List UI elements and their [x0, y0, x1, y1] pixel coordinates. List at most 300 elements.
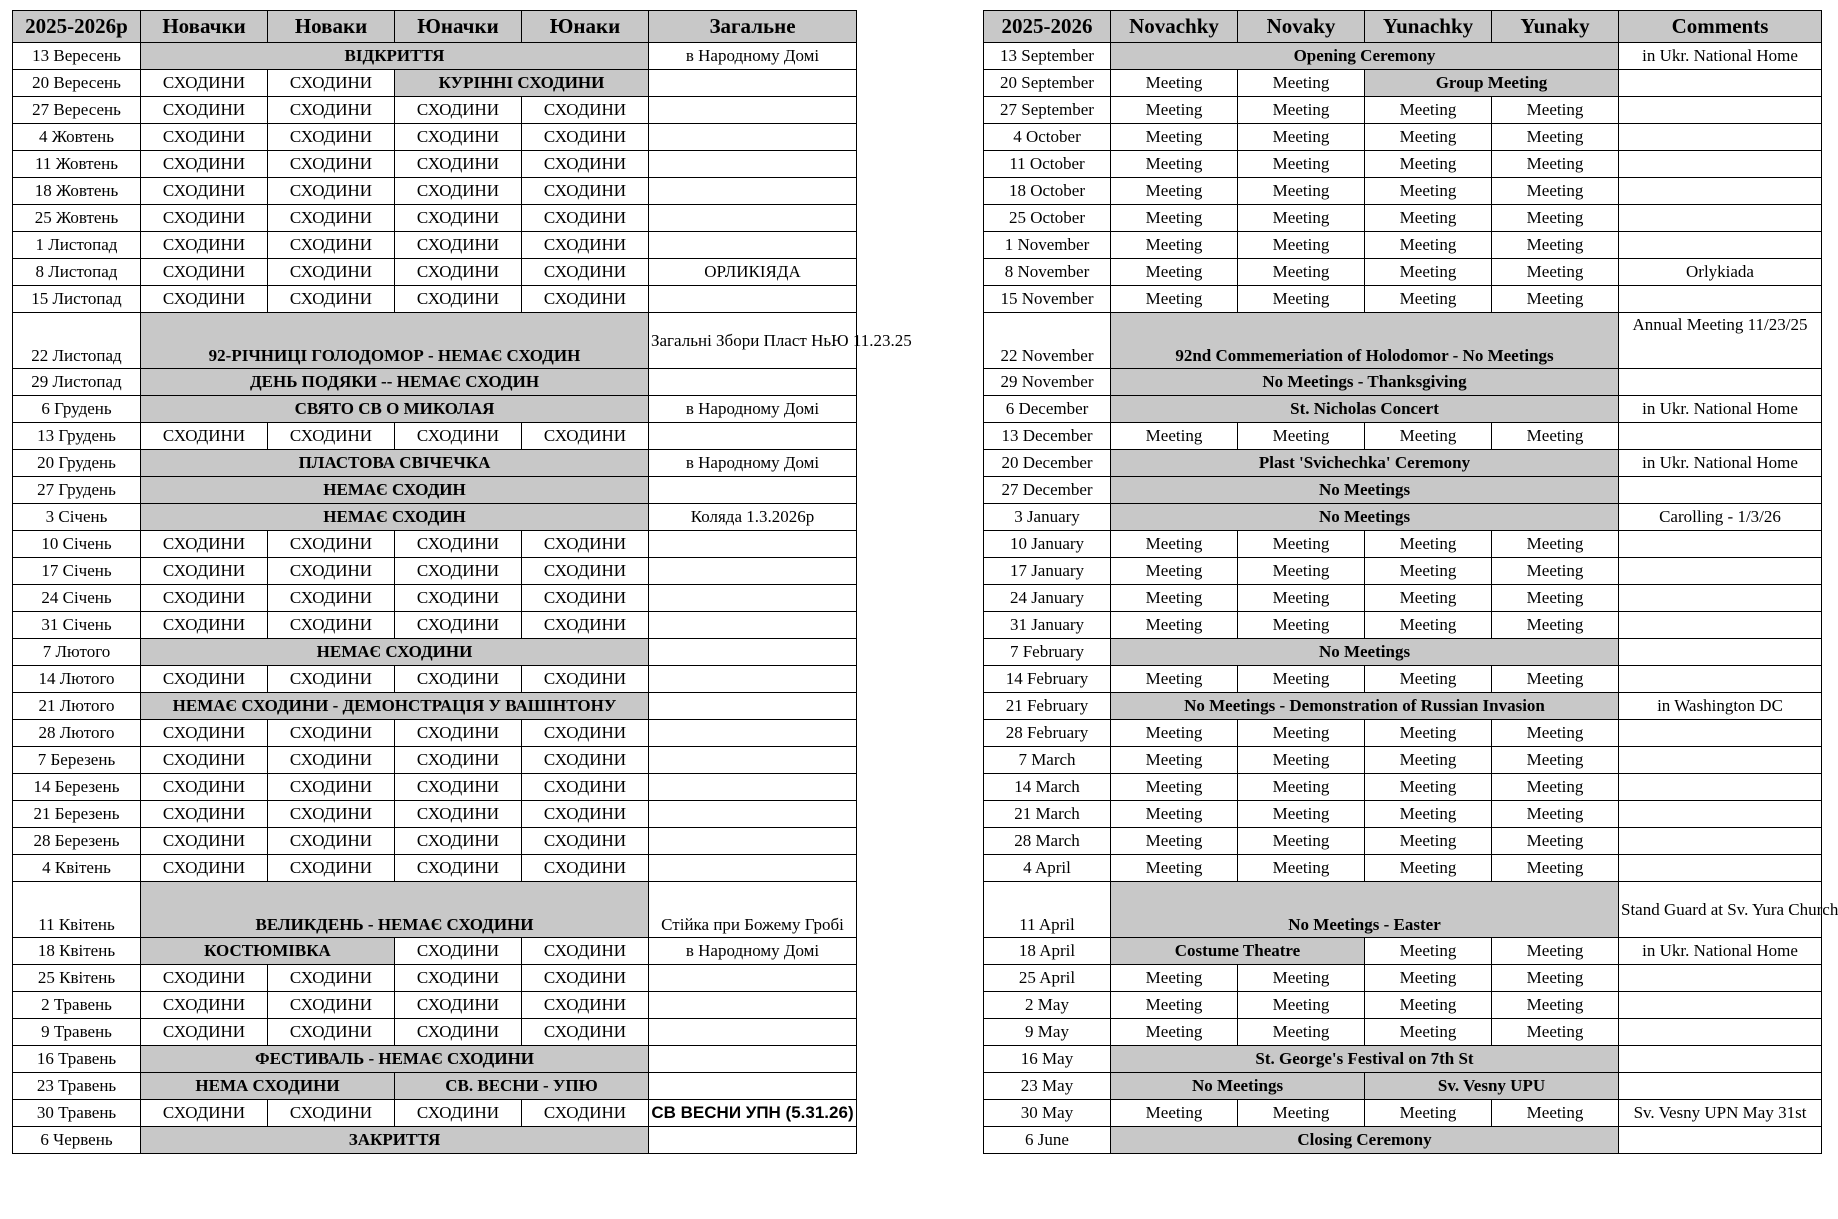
meeting-cell: СХОДИНИ — [522, 423, 649, 450]
meeting-cell: Meeting — [1492, 232, 1619, 259]
meeting-cell: Meeting — [1111, 666, 1238, 693]
meeting-cell: Meeting — [1492, 124, 1619, 151]
note-cell — [649, 801, 857, 828]
date-cell: 28 Березень — [13, 828, 141, 855]
ukrainian-schedule-table — [12, 10, 912, 1154]
meeting-cell: Meeting — [1238, 828, 1365, 855]
meeting-cell: Meeting — [1365, 666, 1492, 693]
meeting-cell: Meeting — [1365, 612, 1492, 639]
meeting-cell: СХОДИНИ — [395, 151, 522, 178]
note-cell — [1619, 151, 1822, 178]
meeting-cell: СХОДИНИ — [141, 286, 268, 313]
note-cell: in Ukr. National Home — [1619, 938, 1822, 965]
meeting-cell: СХОДИНИ — [395, 423, 522, 450]
date-cell: 8 November — [984, 259, 1111, 286]
schedule-row — [984, 558, 1822, 585]
date-cell: 9 May — [984, 1019, 1111, 1046]
meeting-cell: Meeting — [1238, 423, 1365, 450]
meeting-cell: СХОДИНИ — [395, 1100, 522, 1127]
meeting-cell: Meeting — [1365, 774, 1492, 801]
meeting-cell: СХОДИНИ — [522, 747, 649, 774]
meeting-cell: СХОДИНИ — [522, 612, 649, 639]
schedule-row — [13, 313, 857, 369]
schedule-row — [13, 639, 857, 666]
note-cell — [649, 612, 857, 639]
schedule-row — [984, 232, 1822, 259]
note-cell — [1619, 720, 1822, 747]
meeting-cell: СХОДИНИ — [268, 151, 395, 178]
header-date: 2025-2026р — [13, 11, 141, 43]
meeting-cell: Meeting — [1492, 558, 1619, 585]
meeting-cell: СХОДИНИ — [395, 97, 522, 124]
date-cell: 27 December — [984, 477, 1111, 504]
meeting-cell: Meeting — [1365, 801, 1492, 828]
note-cell — [1619, 558, 1822, 585]
note-cell — [649, 423, 857, 450]
meeting-cell: Meeting — [1492, 151, 1619, 178]
schedule-row — [984, 612, 1822, 639]
date-cell: 6 Червень — [13, 1127, 141, 1154]
meeting-cell: Meeting — [1492, 259, 1619, 286]
schedule-row — [13, 558, 857, 585]
meeting-cell: Meeting — [1492, 178, 1619, 205]
schedule-row — [13, 855, 857, 882]
schedule-row — [984, 286, 1822, 313]
meeting-cell: СХОДИНИ — [522, 828, 649, 855]
event-cell: НЕМАЄ СХОДИН — [141, 477, 649, 504]
schedule-row — [984, 396, 1822, 423]
meeting-cell: Meeting — [1111, 232, 1238, 259]
header-novaky: Novaky — [1238, 11, 1365, 43]
meeting-cell: СХОДИНИ — [395, 828, 522, 855]
meeting-cell: Meeting — [1492, 1100, 1619, 1127]
schedule-row — [984, 639, 1822, 666]
meeting-cell: Meeting — [1238, 531, 1365, 558]
meeting-cell: Meeting — [1492, 720, 1619, 747]
meeting-cell: Meeting — [1238, 259, 1365, 286]
schedule-row — [984, 151, 1822, 178]
meeting-cell: СХОДИНИ — [141, 965, 268, 992]
meeting-cell: Meeting — [1365, 423, 1492, 450]
date-cell: 4 Квітень — [13, 855, 141, 882]
note-cell — [649, 965, 857, 992]
english-schedule-table — [983, 10, 1838, 1154]
meeting-cell: СХОДИНИ — [268, 965, 395, 992]
note-cell — [649, 693, 857, 720]
note-cell — [1619, 1127, 1822, 1154]
meeting-cell: Meeting — [1365, 585, 1492, 612]
meeting-cell: Meeting — [1492, 585, 1619, 612]
date-cell: 17 January — [984, 558, 1111, 585]
meeting-cell: Meeting — [1238, 992, 1365, 1019]
date-cell: 16 May — [984, 1046, 1111, 1073]
meeting-cell: Meeting — [1492, 97, 1619, 124]
meeting-cell: Meeting — [1492, 666, 1619, 693]
meeting-cell: СХОДИНИ — [395, 558, 522, 585]
meeting-cell: Meeting — [1238, 178, 1365, 205]
note-cell — [649, 558, 857, 585]
note-cell — [649, 286, 857, 313]
meeting-cell: Meeting — [1111, 965, 1238, 992]
schedule-row — [984, 1073, 1822, 1100]
note-cell: Orlykiada — [1619, 259, 1822, 286]
meeting-cell: СХОДИНИ — [395, 720, 522, 747]
event-cell: Plast 'Svichechka' Ceremony — [1111, 450, 1619, 477]
note-cell — [649, 124, 857, 151]
schedule-row — [984, 1046, 1822, 1073]
meeting-cell: Meeting — [1492, 531, 1619, 558]
meeting-cell: СХОДИНИ — [268, 1100, 395, 1127]
note-cell — [1619, 286, 1822, 313]
meeting-cell: СХОДИНИ — [395, 1019, 522, 1046]
date-cell: 6 June — [984, 1127, 1111, 1154]
note-cell — [1619, 801, 1822, 828]
meeting-cell: СХОДИНИ — [522, 774, 649, 801]
date-cell: 29 November — [984, 369, 1111, 396]
meeting-cell: Meeting — [1111, 1019, 1238, 1046]
event-cell: НЕМА СХОДИНИ — [141, 1073, 395, 1100]
meeting-cell: Meeting — [1492, 286, 1619, 313]
meeting-cell: Meeting — [1492, 828, 1619, 855]
meeting-cell: Meeting — [1238, 286, 1365, 313]
meeting-cell: Meeting — [1111, 124, 1238, 151]
meeting-cell: СХОДИНИ — [522, 1019, 649, 1046]
schedule-row — [13, 666, 857, 693]
event-cell: ПЛАСТОВА СВІЧЕЧКА — [141, 450, 649, 477]
note-cell — [1619, 70, 1822, 97]
note-cell — [1619, 369, 1822, 396]
meeting-cell: Meeting — [1492, 801, 1619, 828]
schedule-row — [984, 531, 1822, 558]
note-cell — [1619, 423, 1822, 450]
date-cell: 13 September — [984, 43, 1111, 70]
meeting-cell: Meeting — [1365, 232, 1492, 259]
date-cell: 10 January — [984, 531, 1111, 558]
meeting-cell: Meeting — [1365, 992, 1492, 1019]
meeting-cell: СХОДИНИ — [141, 1100, 268, 1127]
note-cell — [1619, 747, 1822, 774]
meeting-cell: Meeting — [1111, 286, 1238, 313]
meeting-cell: СХОДИНИ — [268, 992, 395, 1019]
note-cell — [1619, 855, 1822, 882]
date-cell: 27 Грудень — [13, 477, 141, 504]
meeting-cell: СХОДИНИ — [268, 423, 395, 450]
schedule-row — [13, 1019, 857, 1046]
meeting-cell: СХОДИНИ — [268, 855, 395, 882]
date-cell: 3 January — [984, 504, 1111, 531]
meeting-cell: СХОДИНИ — [268, 747, 395, 774]
event-cell: КУРІННІ СХОДИНИ — [395, 70, 649, 97]
meeting-cell: СХОДИНИ — [141, 558, 268, 585]
schedule-row — [984, 965, 1822, 992]
schedule-row — [13, 423, 857, 450]
meeting-cell: СХОДИНИ — [522, 232, 649, 259]
schedule-row — [13, 693, 857, 720]
date-cell: 7 March — [984, 747, 1111, 774]
meeting-cell: Meeting — [1238, 585, 1365, 612]
schedule-row — [13, 369, 857, 396]
date-cell: 6 Грудень — [13, 396, 141, 423]
date-cell: 27 Вересень — [13, 97, 141, 124]
meeting-cell: СХОДИНИ — [395, 286, 522, 313]
meeting-cell: СХОДИНИ — [395, 774, 522, 801]
meeting-cell: СХОДИНИ — [395, 747, 522, 774]
event-cell: Group Meeting — [1365, 70, 1619, 97]
date-cell: 28 March — [984, 828, 1111, 855]
schedule-row — [13, 828, 857, 855]
date-cell: 29 Листопад — [13, 369, 141, 396]
schedule-row — [984, 504, 1822, 531]
note-cell — [649, 1019, 857, 1046]
event-cell: ФЕСТИВАЛЬ - НЕМАЄ СХОДИНИ — [141, 1046, 649, 1073]
meeting-cell: Meeting — [1365, 1100, 1492, 1127]
note-cell — [649, 232, 857, 259]
schedule-row — [13, 1073, 857, 1100]
note-cell — [1619, 1046, 1822, 1073]
meeting-cell: Meeting — [1365, 259, 1492, 286]
schedule-row — [984, 43, 1822, 70]
meeting-cell: Meeting — [1238, 612, 1365, 639]
meeting-cell: Meeting — [1492, 774, 1619, 801]
meeting-cell: Meeting — [1492, 612, 1619, 639]
note-cell: Загальні Збори Пласт НьЮ 11.23.25 — [649, 313, 857, 369]
event-cell: 92nd Commemeriation of Holodomor - No Meetings — [1111, 313, 1619, 369]
meeting-cell: Meeting — [1492, 423, 1619, 450]
header-comments: Comments — [1619, 11, 1822, 43]
date-cell: 15 November — [984, 286, 1111, 313]
note-cell — [1619, 178, 1822, 205]
note-cell: в Народному Домі — [649, 450, 857, 477]
note-cell — [649, 178, 857, 205]
date-cell: 20 Грудень — [13, 450, 141, 477]
event-cell: ВЕЛИКДЕНЬ - НЕМАЄ СХОДИНИ — [141, 882, 649, 938]
meeting-cell: СХОДИНИ — [268, 97, 395, 124]
schedule-row — [984, 992, 1822, 1019]
date-cell: 25 Квітень — [13, 965, 141, 992]
schedule-row — [984, 882, 1822, 938]
schedule-row — [13, 801, 857, 828]
event-cell: ДЕНЬ ПОДЯКИ -- НЕМАЄ СХОДИН — [141, 369, 649, 396]
meeting-cell: СХОДИНИ — [141, 70, 268, 97]
note-cell: Стійка при Божему Гробі — [649, 882, 857, 938]
meeting-cell: СХОДИНИ — [522, 585, 649, 612]
note-cell — [649, 720, 857, 747]
note-cell — [649, 369, 857, 396]
schedule-row — [984, 666, 1822, 693]
meeting-cell: Meeting — [1365, 965, 1492, 992]
meeting-cell: СХОДИНИ — [395, 666, 522, 693]
meeting-cell: СХОДИНИ — [395, 585, 522, 612]
note-cell — [649, 828, 857, 855]
meeting-cell: Meeting — [1111, 178, 1238, 205]
note-cell: in Ukr. National Home — [1619, 450, 1822, 477]
schedule-row — [13, 396, 857, 423]
meeting-cell: СХОДИНИ — [268, 720, 395, 747]
meeting-cell: СХОДИНИ — [141, 97, 268, 124]
meeting-cell: СХОДИНИ — [268, 70, 395, 97]
schedule-row — [13, 992, 857, 1019]
schedule-row — [984, 70, 1822, 97]
meeting-cell: СХОДИНИ — [268, 612, 395, 639]
meeting-cell: СХОДИНИ — [141, 612, 268, 639]
schedule-row — [13, 531, 857, 558]
meeting-cell: Meeting — [1365, 97, 1492, 124]
meeting-cell: Meeting — [1365, 828, 1492, 855]
note-cell — [649, 1073, 857, 1100]
date-cell: 24 Січень — [13, 585, 141, 612]
meeting-cell: Meeting — [1238, 205, 1365, 232]
meeting-cell: Meeting — [1238, 1100, 1365, 1127]
meeting-cell: СХОДИНИ — [522, 855, 649, 882]
schedule-row — [13, 178, 857, 205]
meeting-cell: Meeting — [1492, 938, 1619, 965]
event-cell: НЕМАЄ СХОДИНИ - ДЕМОНСТРАЦІЯ У ВАШІНТОНУ — [141, 693, 649, 720]
event-cell: Sv. Vesny UPU — [1365, 1073, 1619, 1100]
note-cell — [1619, 992, 1822, 1019]
note-cell: in Washington DC — [1619, 693, 1822, 720]
event-cell: СВЯТО СВ О МИКОЛАЯ — [141, 396, 649, 423]
meeting-cell: Meeting — [1365, 938, 1492, 965]
meeting-cell: Meeting — [1238, 124, 1365, 151]
event-cell: Opening Ceremony — [1111, 43, 1619, 70]
schedule-row — [984, 178, 1822, 205]
meeting-cell: Meeting — [1111, 97, 1238, 124]
header-date: 2025-2026 — [984, 11, 1111, 43]
header-yunachky: Юначки — [395, 11, 522, 43]
meeting-cell: Meeting — [1111, 531, 1238, 558]
date-cell: 14 Лютого — [13, 666, 141, 693]
note-cell — [1619, 477, 1822, 504]
meeting-cell: СХОДИНИ — [522, 259, 649, 286]
note-cell — [649, 151, 857, 178]
note-cell: в Народному Домі — [649, 43, 857, 70]
date-cell: 21 Березень — [13, 801, 141, 828]
meeting-cell: СХОДИНИ — [522, 965, 649, 992]
meeting-cell: Meeting — [1365, 151, 1492, 178]
header-novachky: Novachky — [1111, 11, 1238, 43]
meeting-cell: Meeting — [1238, 97, 1365, 124]
header-row — [984, 11, 1822, 43]
meeting-cell: СХОДИНИ — [268, 178, 395, 205]
date-cell: 11 October — [984, 151, 1111, 178]
date-cell: 1 November — [984, 232, 1111, 259]
meeting-cell: СХОДИНИ — [141, 747, 268, 774]
meeting-cell: Meeting — [1111, 747, 1238, 774]
meeting-cell: Meeting — [1492, 855, 1619, 882]
date-cell: 11 Жовтень — [13, 151, 141, 178]
meeting-cell: СХОДИНИ — [268, 801, 395, 828]
meeting-cell: СХОДИНИ — [522, 558, 649, 585]
note-cell: в Народному Домі — [649, 938, 857, 965]
header-row — [13, 11, 857, 43]
header-yunaky: Yunaky — [1492, 11, 1619, 43]
note-cell — [649, 205, 857, 232]
date-cell: 10 Січень — [13, 531, 141, 558]
meeting-cell: Meeting — [1238, 558, 1365, 585]
meeting-cell: СХОДИНИ — [395, 855, 522, 882]
meeting-cell: СХОДИНИ — [141, 585, 268, 612]
meeting-cell: СХОДИНИ — [522, 97, 649, 124]
meeting-cell: Meeting — [1365, 124, 1492, 151]
date-cell: 25 Жовтень — [13, 205, 141, 232]
date-cell: 18 April — [984, 938, 1111, 965]
meeting-cell: Meeting — [1365, 855, 1492, 882]
date-cell: 20 September — [984, 70, 1111, 97]
meeting-cell: СХОДИНИ — [268, 259, 395, 286]
meeting-cell: СХОДИНИ — [141, 205, 268, 232]
event-cell: No Meetings - Easter — [1111, 882, 1619, 938]
meeting-cell: Meeting — [1492, 747, 1619, 774]
schedule-row — [984, 205, 1822, 232]
meeting-cell: Meeting — [1365, 286, 1492, 313]
schedule-row — [13, 232, 857, 259]
date-cell: 7 Лютого — [13, 639, 141, 666]
meeting-cell: СХОДИНИ — [268, 531, 395, 558]
meeting-cell: Meeting — [1111, 585, 1238, 612]
date-cell: 9 Травень — [13, 1019, 141, 1046]
meeting-cell: СХОДИНИ — [395, 612, 522, 639]
meeting-cell: Meeting — [1365, 1019, 1492, 1046]
schedule-row — [13, 585, 857, 612]
date-cell: 25 October — [984, 205, 1111, 232]
meeting-cell: Meeting — [1111, 151, 1238, 178]
meeting-cell: СХОДИНИ — [141, 801, 268, 828]
date-cell: 11 Квітень — [13, 882, 141, 938]
event-cell: No Meetings - Demonstration of Russian Invasion — [1111, 693, 1619, 720]
meeting-cell: СХОДИНИ — [522, 531, 649, 558]
meeting-cell: СХОДИНИ — [268, 205, 395, 232]
header-novachky: Новачки — [141, 11, 268, 43]
date-cell: 14 March — [984, 774, 1111, 801]
date-cell: 20 December — [984, 450, 1111, 477]
note-cell: Annual Meeting 11/23/25 — [1619, 313, 1822, 369]
meeting-cell: Meeting — [1365, 747, 1492, 774]
meeting-cell: СХОДИНИ — [395, 259, 522, 286]
date-cell: 21 Лютого — [13, 693, 141, 720]
schedule-row — [984, 97, 1822, 124]
date-cell: 30 Травень — [13, 1100, 141, 1127]
note-cell — [1619, 1019, 1822, 1046]
date-cell: 21 March — [984, 801, 1111, 828]
date-cell: 1 Листопад — [13, 232, 141, 259]
note-cell — [649, 855, 857, 882]
meeting-cell: СХОДИНИ — [141, 232, 268, 259]
event-cell: No Meetings — [1111, 1073, 1365, 1100]
meeting-cell: СХОДИНИ — [141, 720, 268, 747]
event-cell: No Meetings — [1111, 639, 1619, 666]
meeting-cell: СХОДИНИ — [395, 232, 522, 259]
meeting-cell: Meeting — [1238, 855, 1365, 882]
event-cell: St. George's Festival on 7th St — [1111, 1046, 1619, 1073]
schedule-row — [13, 450, 857, 477]
schedule-row — [13, 504, 857, 531]
meeting-cell: СХОДИНИ — [395, 124, 522, 151]
date-cell: 17 Січень — [13, 558, 141, 585]
date-cell: 4 October — [984, 124, 1111, 151]
note-cell: Carolling - 1/3/26 — [1619, 504, 1822, 531]
date-cell: 6 December — [984, 396, 1111, 423]
event-cell: НЕМАЄ СХОДИНИ — [141, 639, 649, 666]
meeting-cell: СХОДИНИ — [268, 828, 395, 855]
note-cell — [649, 477, 857, 504]
meeting-cell: СХОДИНИ — [268, 585, 395, 612]
header-general: Загальне — [649, 11, 857, 43]
meeting-cell: Meeting — [1365, 178, 1492, 205]
note-cell — [649, 531, 857, 558]
date-cell: 20 Вересень — [13, 70, 141, 97]
event-cell: Costume Theatre — [1111, 938, 1365, 965]
date-cell: 2 Травень — [13, 992, 141, 1019]
